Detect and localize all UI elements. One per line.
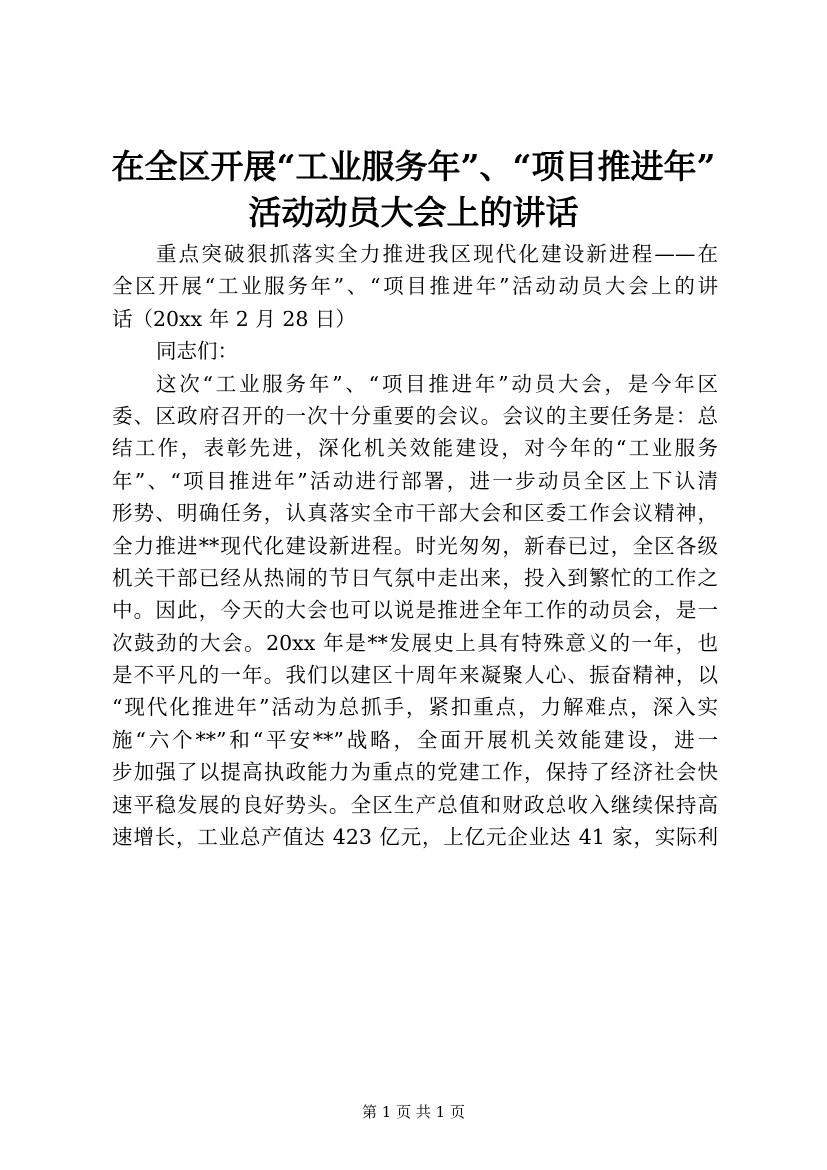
body-line: 同志们： [156, 339, 238, 364]
body-line: 速增长，工业总产值达 423 亿元，上亿元企业达 41 家，实际利 [112, 825, 718, 850]
body-line: 次鼓劲的大会。20xx 年是**发展史上具有特殊意义的一年，也 [112, 630, 718, 655]
body-line: 重点突破狠抓落实全力推进我区现代化建设新进程——在 [156, 242, 718, 266]
body-line: 步加强了以提高执政能力为重点的党建工作，保持了经济社会快 [112, 760, 718, 785]
body-line: 机关干部已经从热闹的节日气氛中走出来，投入到繁忙的工作之 [112, 565, 718, 590]
page-footer: 第 1 页 共 1 页 [362, 1103, 465, 1121]
document-title-line-2: 活动动员大会上的讲话 [248, 193, 579, 232]
body-line: 中。因此，今天的大会也可以说是推进全年工作的动员会，是一 [112, 598, 718, 623]
body-line: 委、区政府召开的一次十分重要的会议。会议的主要任务是：总 [112, 403, 718, 428]
body-line: 形势、明确任务，认真落实全市干部大会和区委工作会议精神， [112, 501, 718, 526]
document-body [112, 238, 718, 853]
body-line: “现代化推进年”活动为总抓手，紧扣重点，力解难点，深入实 [112, 695, 718, 720]
body-line: 是不平凡的一年。我们以建区十周年来凝聚人心、振奋精神，以 [112, 663, 718, 688]
body-line: 全区开展“工业服务年”、“项目推进年”活动动员大会上的讲 [112, 274, 718, 299]
body-line: 速平稳发展的良好势头。全区生产总值和财政总收入继续保持高 [112, 792, 718, 817]
body-line: 年”、“项目推进年”活动进行部署，进一步动员全区上下认清 [112, 468, 718, 493]
body-line: 全力推进**现代化建设新进程。时光匆匆，新春已过，全区各级 [112, 533, 718, 558]
body-line: 话（20xx 年 2 月 28 日） [112, 306, 356, 331]
body-line: 施“六个**”和“平安**”战略，全面开展机关效能建设，进一 [112, 727, 718, 752]
body-line: 结工作，表彰先进，深化机关效能建设，对今年的“工业服务 [112, 436, 718, 461]
body-line: 这次“工业服务年”、“项目推进年”动员大会，是今年区 [156, 371, 718, 396]
document-title-line-1: 在全区开展“工业服务年”、“项目推进年” [111, 147, 716, 186]
